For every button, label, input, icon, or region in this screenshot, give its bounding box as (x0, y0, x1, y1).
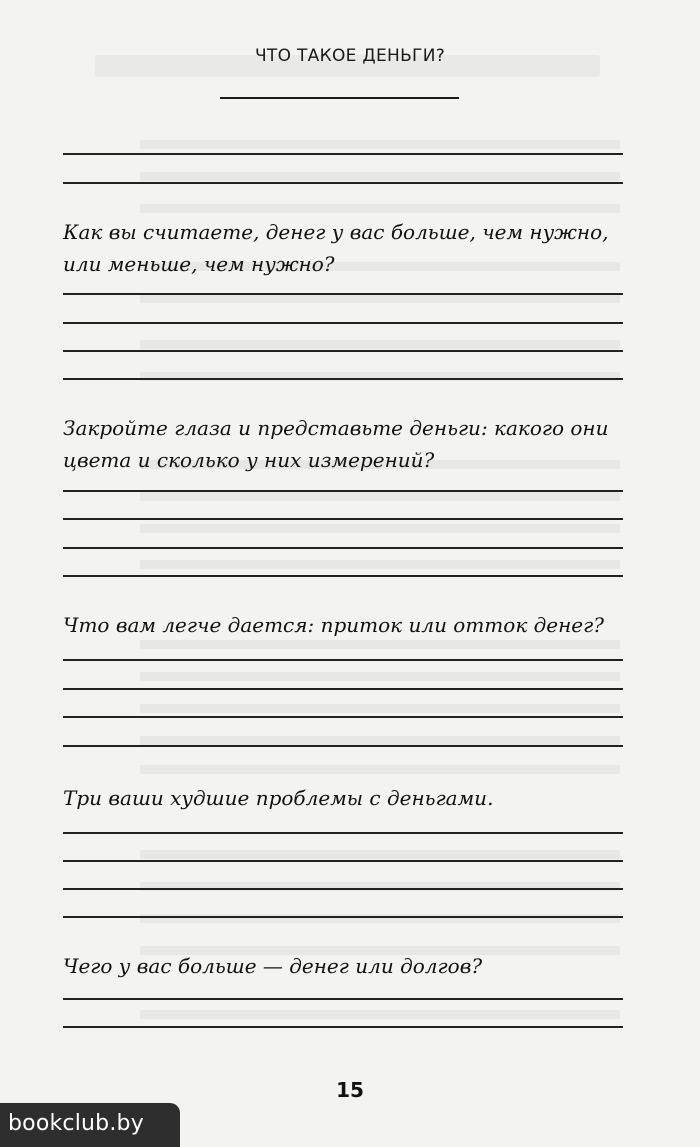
watermark-text: bookclub.by (8, 1111, 144, 1136)
running-head: ЧТО ТАКОЕ ДЕНЬГИ? (254, 46, 446, 66)
question-5: Чего у вас больше — денег или долгов? (63, 954, 483, 978)
question-1: Как вы считаете, денег у вас больше, чем нужно, или меньше, чем нужно? (63, 220, 609, 276)
answer-line (63, 688, 623, 690)
page-number: 15 (336, 1078, 364, 1102)
answer-line (63, 1026, 623, 1028)
answer-line (63, 490, 623, 492)
question-2: Закройте глаза и представьте деньги: какого они цвета и сколько у них измерений? (63, 416, 609, 472)
answer-line (63, 547, 623, 549)
answer-line (63, 716, 623, 718)
answer-line (63, 378, 623, 380)
running-head-rule (220, 97, 459, 99)
answer-line (63, 998, 623, 1000)
answer-line (63, 518, 623, 520)
answer-line (63, 745, 623, 747)
answer-line (63, 916, 623, 918)
site-watermark (0, 1103, 180, 1147)
answer-line (63, 832, 623, 834)
answer-line (63, 182, 623, 184)
answer-line (63, 153, 623, 155)
answer-line (63, 322, 623, 324)
answer-line (63, 860, 623, 862)
answer-line (63, 575, 623, 577)
question-3: Что вам легче дается: приток или отток денег? (63, 613, 604, 637)
answer-line (63, 888, 623, 890)
question-4: Три ваши худшие проблемы с деньгами. (63, 786, 494, 810)
answer-line (63, 293, 623, 295)
answer-line (63, 350, 623, 352)
answer-line (63, 659, 623, 661)
